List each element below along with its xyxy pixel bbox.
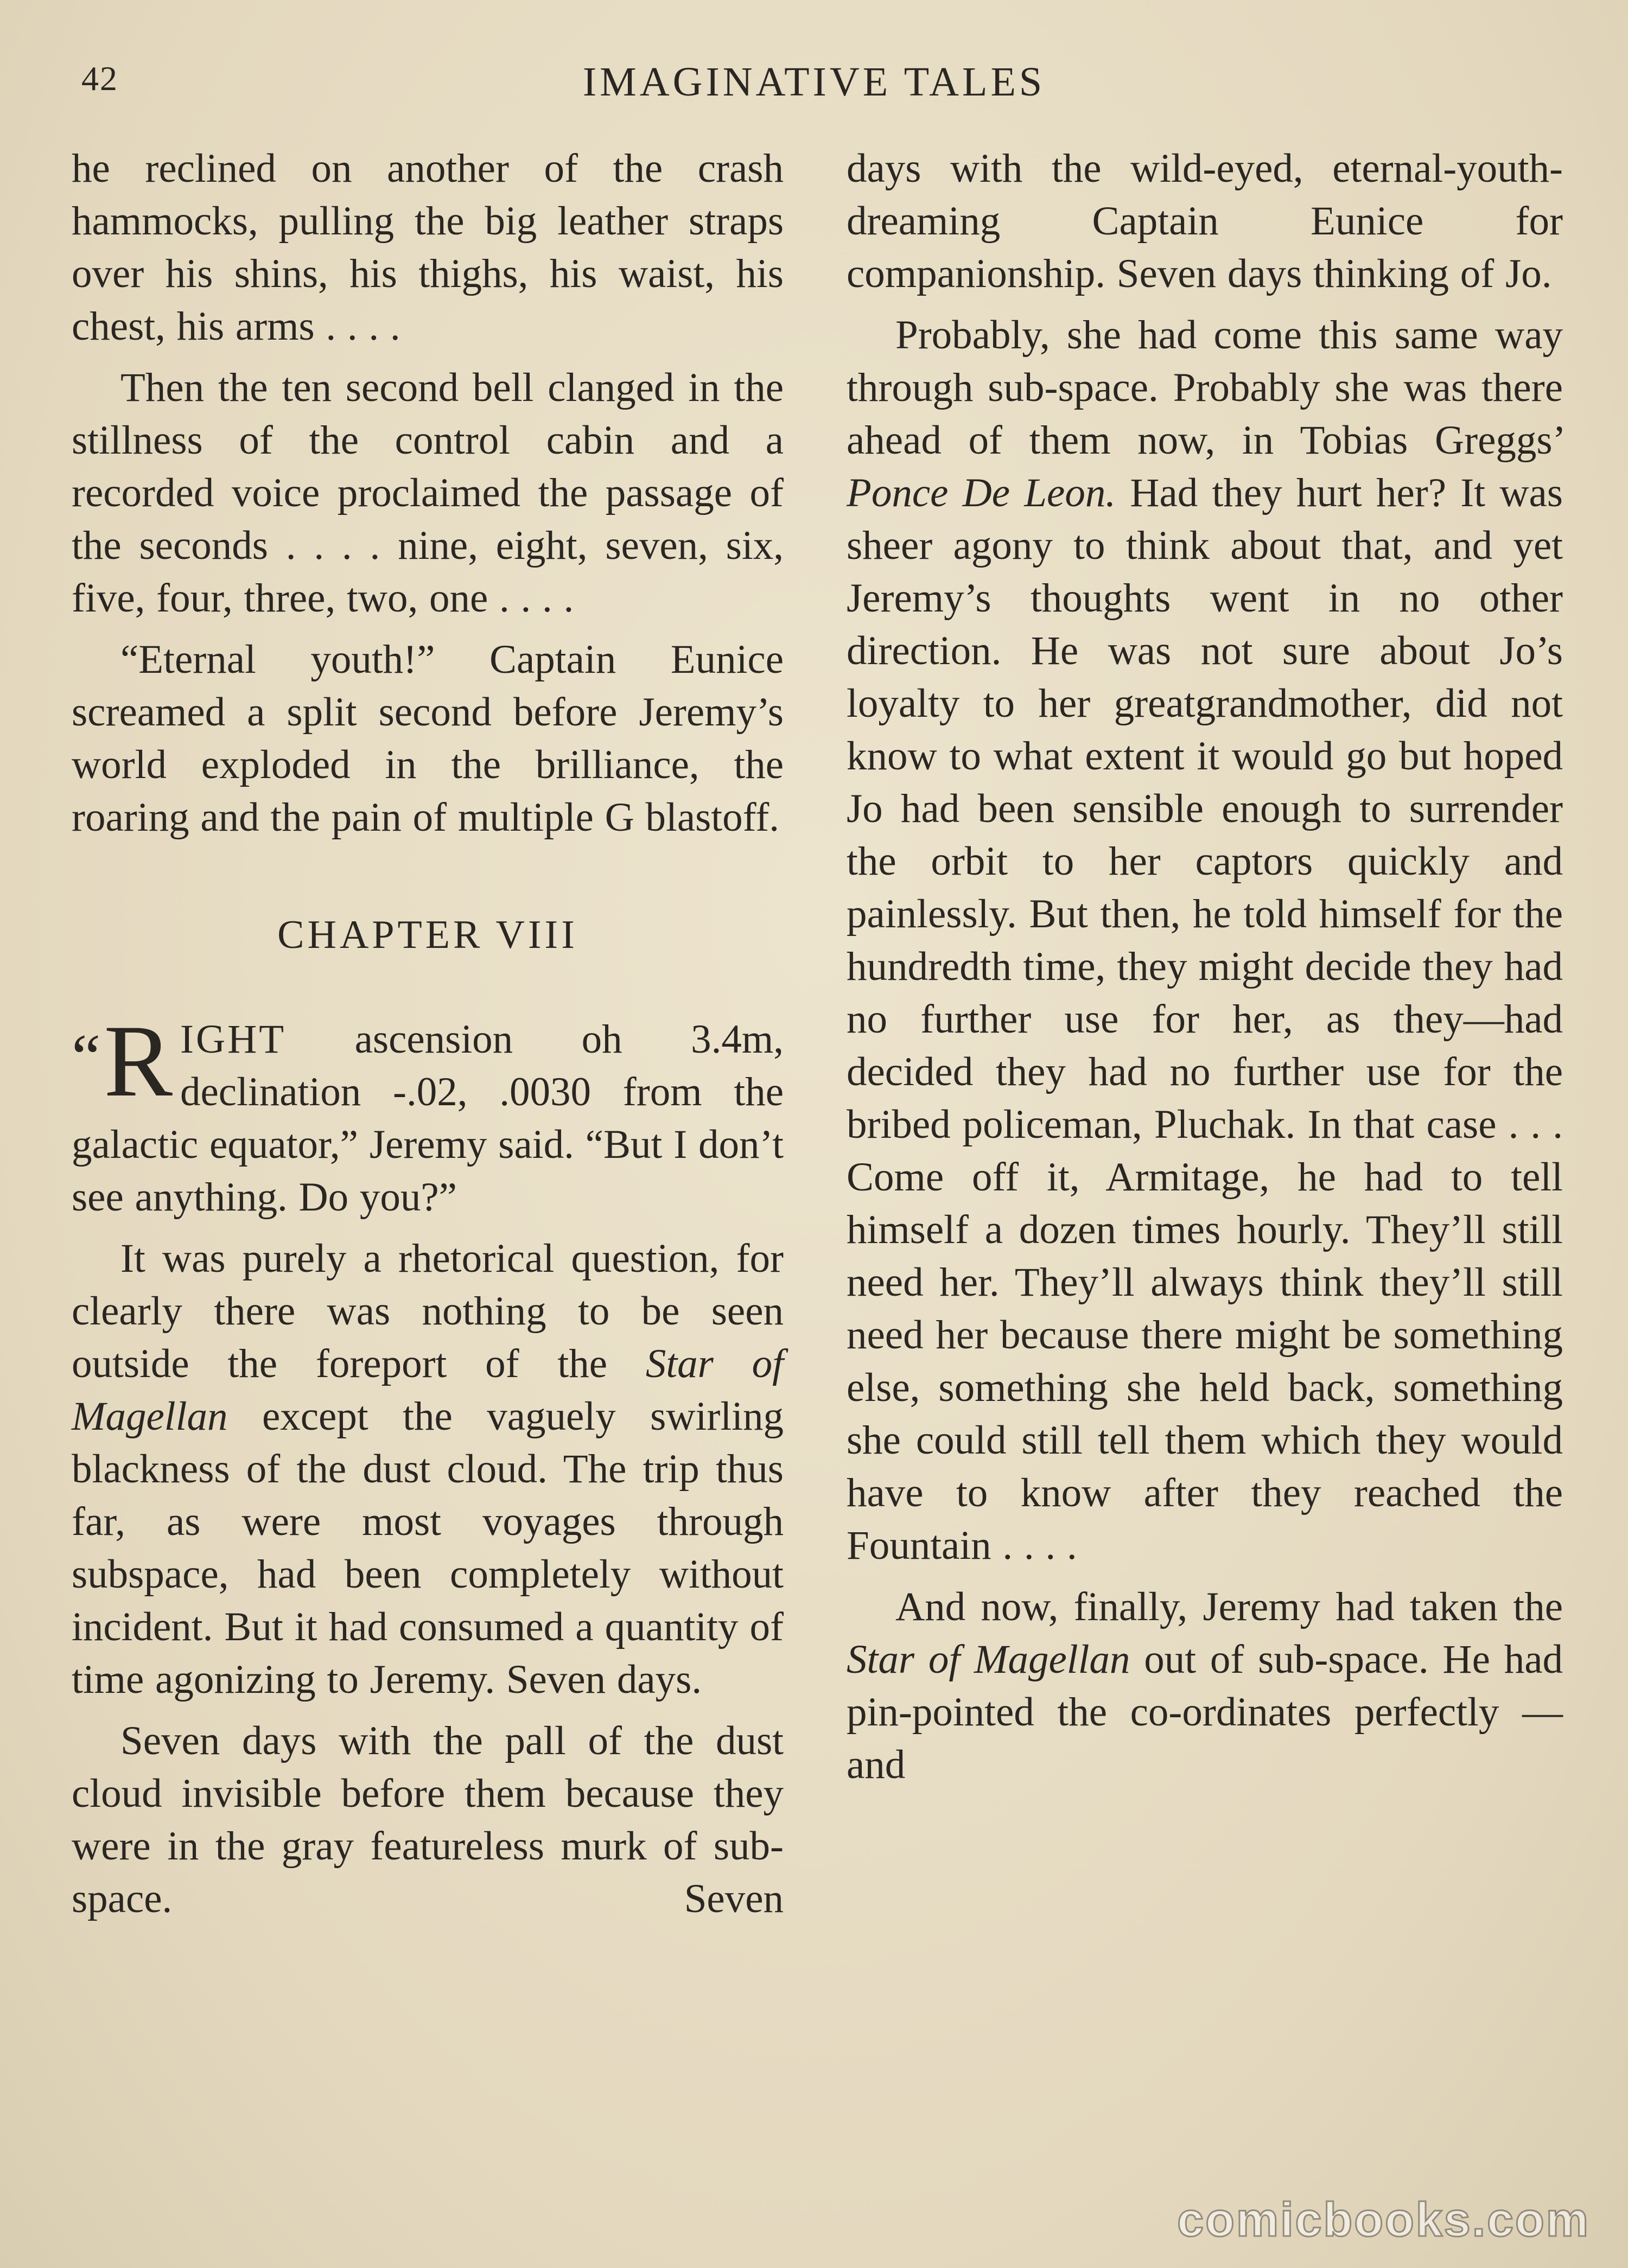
drop-cap-letter: R — [104, 1004, 173, 1118]
paragraph-text: Probably, she had come this same way through sub-space. Probably she was there ahead of them now, in Tobias Greggs’ — [847, 313, 1563, 463]
paragraph-text: And now, finally, Jeremy had taken the — [895, 1584, 1563, 1629]
paragraph-text: Had they hurt her? It was sheer agony to think about that, and yet Jeremy’s thoughts went in no other direction. He was not sure about Jo’s loyalty to her greatgrandmother, did not know to what extent it would go but hoped Jo had been sensible enough to surrender the orbit to her captors quickly and painlessly. But then, he told himself for the hundredth time, they might decide they had no further use for her, as they—had decided they had no further use for the bribed policeman, Pluchak. In that case . . . Come off it, Armitage, he had to tell himself a dozen times hourly. They’ll still need her. They’ll always think they’ll still need her because there might be something else, something she held back, something she could still tell them which they would have to know after they reached the Fountain . . . . — [847, 470, 1563, 1568]
paragraph: Seven days with the pall of the dust cloud invisible before them because they were in the gray featureless murk of sub-space. Seven — [72, 1718, 784, 1921]
drop-cap — [72, 1004, 173, 1118]
watermark: comicbooks.com — [1177, 2193, 1590, 2246]
paragraph: days with the wild-eyed, eternal-youth-dreaming Captain Eunice for companionship. Seven days thinking of Jo. — [847, 146, 1563, 296]
chapter-heading: CHAPTER VIII — [277, 913, 578, 957]
ship-name: Star of Magellan — [72, 1341, 784, 1439]
running-title: IMAGINATIVE TALES — [582, 59, 1046, 105]
paragraph — [847, 1581, 1563, 1791]
small-caps-word: IGHT — [180, 1017, 287, 1062]
left-column — [72, 142, 784, 1934]
page-number: 42 — [81, 59, 118, 98]
paragraph: he reclined on another of the crash hammocks, pulling the big leather straps over his shins, his thighs, his waist, his chest, his arms . . . . — [72, 146, 784, 349]
opening-quote: “ — [72, 1021, 101, 1093]
page-header — [81, 59, 1547, 113]
ship-name: Star of Magellan — [847, 1637, 1130, 1682]
paragraph: Then the ten second bell clanged in the stillness of the control cabin and a recorded voice proclaimed the passage of the seconds . . . . nine, eight, seven, six, five, four, three, two, one . . . . — [72, 365, 784, 621]
paragraph-text: out of sub-space. He had pin-pointed the co-ordinates perfectly — and — [847, 1637, 1563, 1787]
ship-name: Ponce De Leon. — [847, 470, 1116, 515]
paragraph-text: It was purely a rhetorical question, for clearly there was nothing to be seen outside the foreport of the — [72, 1236, 784, 1386]
paragraph — [72, 1232, 784, 1706]
paragraph: “Eternal youth!” Captain Eunice screamed a split second before Jeremy’s world exploded in the brilliance, the roaring and the pain of multiple G blastoff. — [72, 637, 784, 840]
paragraph-text: ascension oh 3.4m, declination -.02, .0030 from the galactic equator,” Jeremy said. “But I don’t see anything. Do you?” — [72, 1017, 784, 1220]
paragraph — [847, 309, 1563, 1572]
paragraph-dropcap — [72, 1004, 784, 1224]
paragraph-text: except the vaguely swirling blackness of the dust cloud. The trip thus far, as were most voyages through subspace, had been completely without incident. But it had consumed a quantity of time agonizing to Jeremy. Seven days. — [72, 1394, 784, 1702]
right-column — [847, 142, 1563, 1800]
